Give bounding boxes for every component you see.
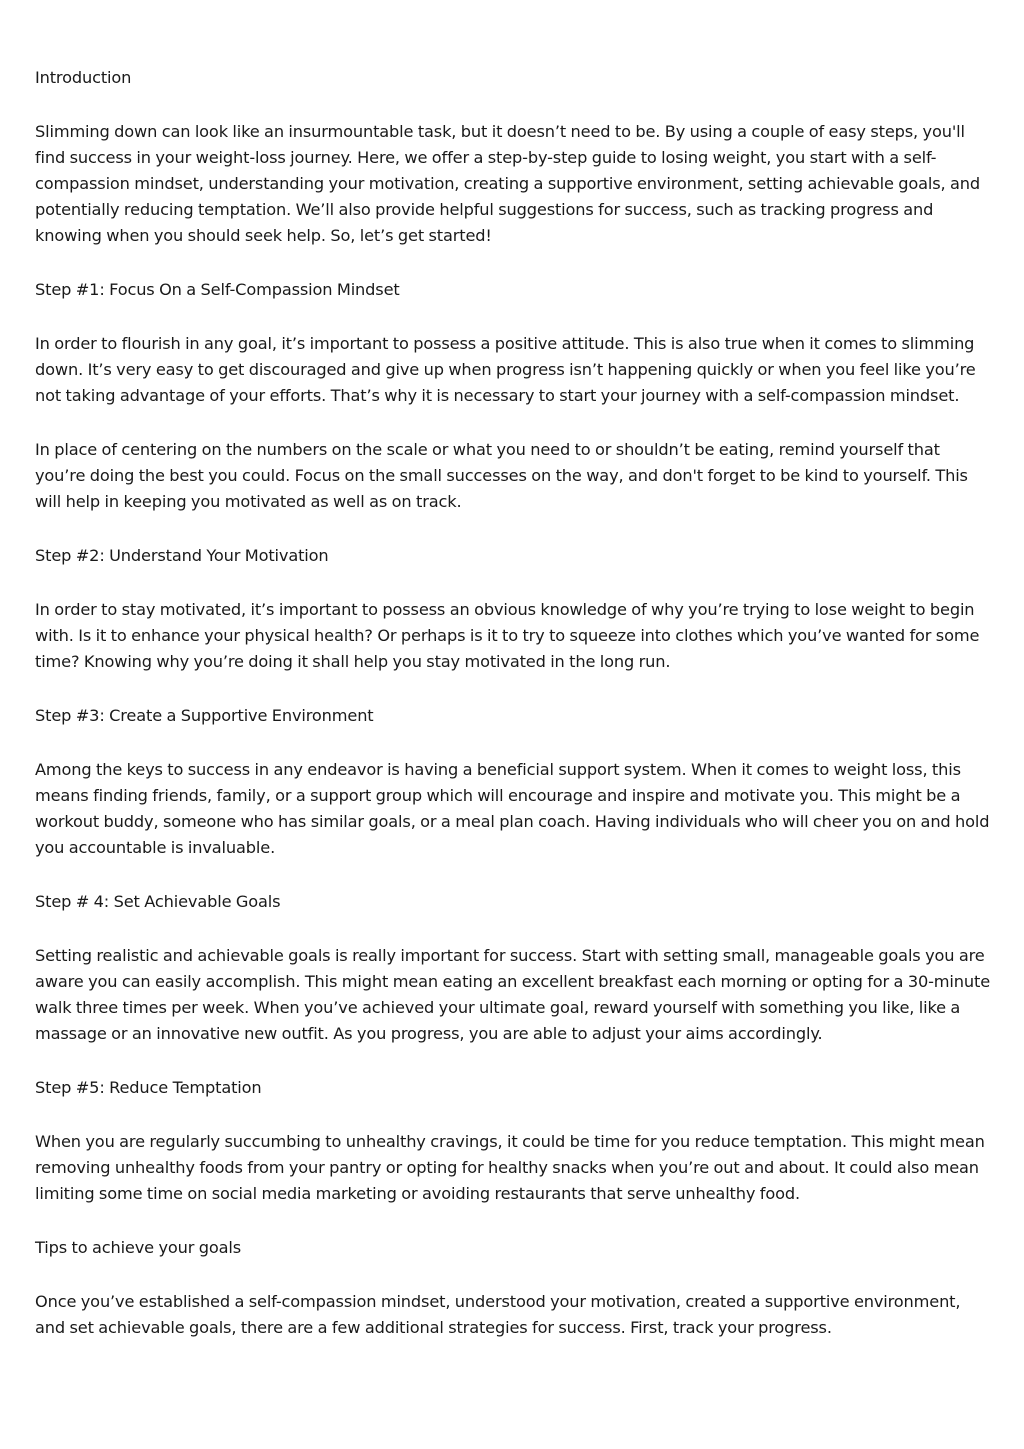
paragraph-step-1-a: In order to flourish in any goal, it’s important to possess a positive attitude. This is also true when it comes to slimming down. It’s very easy to get discouraged and give up when progress isn’t happening quickly or when you feel like you’re not taking advantage of your efforts. That’s why it is necessary to start your journey with a self-compassion mindset. (35, 334, 976, 405)
heading-tips: Tips to achieve your goals (35, 1238, 242, 1257)
paragraph-step-5: When you are regularly succumbing to unhealthy cravings, it could be time for you reduce temptation. This might mean removing unhealthy foods from your pantry or opting for healthy snacks when you’re out and about. It could also mean limiting some time on social media marketing or avoiding restaurants that serve unhealthy food. (35, 1132, 985, 1203)
paragraph-step-3: Among the keys to success in any endeavor is having a beneficial support system. When it comes to weight loss, this means finding friends, family, or a support group which will encourage and inspire and motivate you. This might be a workout buddy, someone who has similar goals, or a meal plan coach. Having individuals who will cheer you on and hold you accountable is invaluable. (35, 760, 990, 857)
paragraph-step-2: In order to stay motivated, it’s important to possess an obvious knowledge of why you’re trying to lose weight to begin with. Is it to enhance your physical health? Or perhaps is it to try to squeeze into clothes which you’ve wanted for some time? Knowing why you’re doing it shall help you stay motivated in the long run. (35, 600, 980, 671)
heading-step-2: Step #2: Understand Your Motivation (35, 546, 329, 565)
paragraph-step-4: Setting realistic and achievable goals is really important for success. Start with setting small, manageable goals you are aware you can easily accomplish. This might mean eating an excellent breakfast each morning or opting for a 30-minute walk three times per week. When you’ve achieved your ultimate goal, reward yourself with something you like, like a massage or an innovative new outfit. As you progress, you are able to adjust your aims accordingly. (35, 946, 990, 1043)
paragraph-introduction: Slimming down can look like an insurmountable task, but it doesn’t need to be. By using a couple of easy steps, you'll find success in your weight-loss journey. Here, we offer a step-by-step guide to losing weight, you start with a self-compassion mindset, understanding your motivation, creating a supportive environment, setting achievable goals, and potentially reducing temptation. We’ll also provide helpful suggestions for success, such as tracking progress and knowing when you should seek help. So, let’s get started! (35, 122, 981, 245)
heading-step-4: Step # 4: Set Achievable Goals (35, 892, 281, 911)
heading-step-1: Step #1: Focus On a Self-Compassion Mindset (35, 280, 400, 299)
paragraph-tips: Once you’ve established a self-compassion mindset, understood your motivation, created a supportive environment, and set achievable goals, there are a few additional strategies for success. First, track your progress. (35, 1292, 961, 1337)
heading-step-5: Step #5: Reduce Temptation (35, 1078, 262, 1097)
paragraph-step-1-b: In place of centering on the numbers on the scale or what you need to or shouldn’t be eating, remind yourself that you’re doing the best you could. Focus on the small successes on the way, and don't forget to be kind to yourself. This will help in keeping you motivated as well as on track. (35, 440, 968, 511)
heading-introduction: Introduction (35, 68, 132, 87)
heading-step-3: Step #3: Create a Supportive Environment (35, 706, 374, 725)
